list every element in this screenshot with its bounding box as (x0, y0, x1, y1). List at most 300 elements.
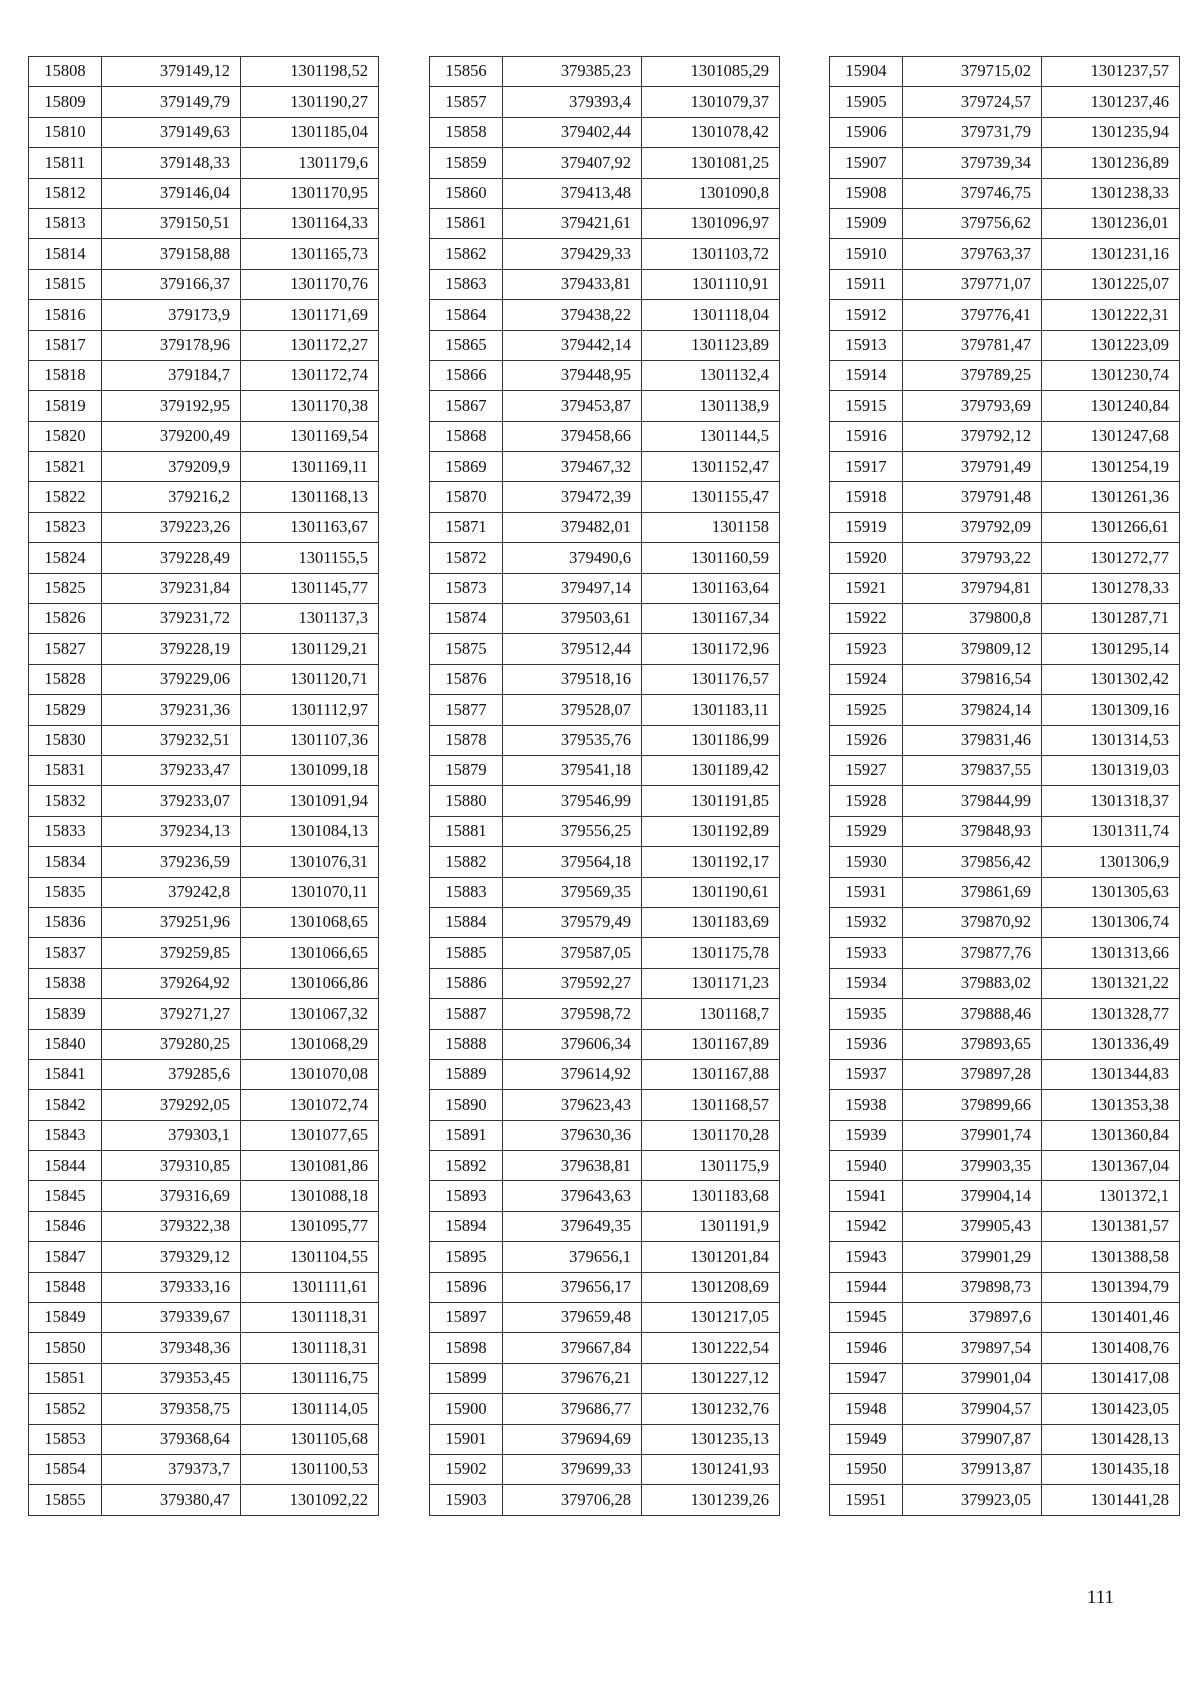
table-row (430, 634, 780, 664)
table-row (830, 482, 1180, 512)
point-number-cell: 15817 (29, 330, 102, 360)
table-row (830, 300, 1180, 330)
x-coordinate-cell: 379793,69 (903, 391, 1042, 421)
table-row (29, 847, 379, 877)
point-number-cell: 15831 (29, 755, 102, 785)
point-number-cell: 15855 (29, 1485, 102, 1515)
y-coordinate-cell: 1301078,42 (642, 117, 780, 147)
table-row (29, 300, 379, 330)
y-coordinate-cell: 1301428,13 (1042, 1424, 1180, 1454)
table-row (29, 57, 379, 87)
table-row (29, 1485, 379, 1515)
y-coordinate-cell: 1301081,25 (642, 148, 780, 178)
table-row (29, 1181, 379, 1211)
y-coordinate-cell: 1301344,83 (1042, 1059, 1180, 1089)
y-coordinate-cell: 1301079,37 (642, 87, 780, 117)
y-coordinate-cell: 1301068,29 (241, 1029, 379, 1059)
table-row (430, 1120, 780, 1150)
y-coordinate-cell: 1301129,21 (241, 634, 379, 664)
x-coordinate-cell: 379373,7 (102, 1454, 241, 1484)
table-row (430, 1363, 780, 1393)
y-coordinate-cell: 1301336,49 (1042, 1029, 1180, 1059)
x-coordinate-cell: 379482,01 (503, 512, 642, 542)
x-coordinate-cell: 379413,48 (503, 178, 642, 208)
table-row (430, 360, 780, 390)
y-coordinate-cell: 1301066,86 (241, 968, 379, 998)
coordinates-table-3 (829, 56, 1180, 1516)
point-number-cell: 15847 (29, 1242, 102, 1272)
table-row (29, 1363, 379, 1393)
point-number-cell: 15816 (29, 300, 102, 330)
x-coordinate-cell: 379442,14 (503, 330, 642, 360)
x-coordinate-cell: 379303,1 (102, 1120, 241, 1150)
point-number-cell: 15868 (430, 421, 503, 451)
y-coordinate-cell: 1301172,27 (241, 330, 379, 360)
point-number-cell: 15896 (430, 1272, 503, 1302)
table-row (430, 1242, 780, 1272)
x-coordinate-cell: 379776,41 (903, 300, 1042, 330)
table-row (830, 847, 1180, 877)
table-row (430, 1303, 780, 1333)
y-coordinate-cell: 1301070,08 (241, 1059, 379, 1089)
x-coordinate-cell: 379380,47 (102, 1485, 241, 1515)
table-row (29, 330, 379, 360)
y-coordinate-cell: 1301171,23 (642, 968, 780, 998)
point-number-cell: 15934 (830, 968, 903, 998)
table-row (830, 664, 1180, 694)
x-coordinate-cell: 379606,34 (503, 1029, 642, 1059)
y-coordinate-cell: 1301158 (642, 512, 780, 542)
table-row (430, 239, 780, 269)
point-number-cell: 15825 (29, 573, 102, 603)
x-coordinate-cell: 379883,02 (903, 968, 1042, 998)
table-row (29, 543, 379, 573)
x-coordinate-cell: 379173,9 (102, 300, 241, 330)
point-number-cell: 15813 (29, 208, 102, 238)
point-number-cell: 15823 (29, 512, 102, 542)
y-coordinate-cell: 1301164,33 (241, 208, 379, 238)
x-coordinate-cell: 379793,22 (903, 543, 1042, 573)
table-row (29, 999, 379, 1029)
point-number-cell: 15917 (830, 452, 903, 482)
table-row (29, 1059, 379, 1089)
x-coordinate-cell: 379229,06 (102, 664, 241, 694)
table-row (430, 755, 780, 785)
y-coordinate-cell: 1301070,11 (241, 877, 379, 907)
point-number-cell: 15848 (29, 1272, 102, 1302)
x-coordinate-cell: 379904,57 (903, 1394, 1042, 1424)
point-number-cell: 15899 (430, 1363, 503, 1393)
y-coordinate-cell: 1301171,69 (241, 300, 379, 330)
y-coordinate-cell: 1301381,57 (1042, 1211, 1180, 1241)
y-coordinate-cell: 1301190,61 (642, 877, 780, 907)
table-row (830, 695, 1180, 725)
x-coordinate-cell: 379794,81 (903, 573, 1042, 603)
table-row (830, 907, 1180, 937)
table-row (29, 573, 379, 603)
table-row (29, 1424, 379, 1454)
x-coordinate-cell: 379453,87 (503, 391, 642, 421)
x-coordinate-cell: 379393,4 (503, 87, 642, 117)
x-coordinate-cell: 379781,47 (903, 330, 1042, 360)
x-coordinate-cell: 379844,99 (903, 786, 1042, 816)
table-row (430, 725, 780, 755)
x-coordinate-cell: 379149,63 (102, 117, 241, 147)
point-number-cell: 15887 (430, 999, 503, 1029)
table-row (830, 725, 1180, 755)
y-coordinate-cell: 1301353,38 (1042, 1090, 1180, 1120)
x-coordinate-cell: 379467,32 (503, 452, 642, 482)
table-row (830, 330, 1180, 360)
y-coordinate-cell: 1301116,75 (241, 1363, 379, 1393)
point-number-cell: 15843 (29, 1120, 102, 1150)
x-coordinate-cell: 379216,2 (102, 482, 241, 512)
x-coordinate-cell: 379236,59 (102, 847, 241, 877)
y-coordinate-cell: 1301155,5 (241, 543, 379, 573)
point-number-cell: 15936 (830, 1029, 903, 1059)
point-number-cell: 15857 (430, 87, 503, 117)
y-coordinate-cell: 1301084,13 (241, 816, 379, 846)
x-coordinate-cell: 379322,38 (102, 1211, 241, 1241)
table-row (430, 300, 780, 330)
point-number-cell: 15942 (830, 1211, 903, 1241)
x-coordinate-cell: 379816,54 (903, 664, 1042, 694)
x-coordinate-cell: 379149,12 (102, 57, 241, 87)
table-row (29, 87, 379, 117)
x-coordinate-cell: 379231,36 (102, 695, 241, 725)
table-row (430, 1333, 780, 1363)
point-number-cell: 15918 (830, 482, 903, 512)
y-coordinate-cell: 1301100,53 (241, 1454, 379, 1484)
y-coordinate-cell: 1301183,11 (642, 695, 780, 725)
x-coordinate-cell: 379259,85 (102, 938, 241, 968)
y-coordinate-cell: 1301237,57 (1042, 57, 1180, 87)
point-number-cell: 15875 (430, 634, 503, 664)
table-row (430, 1211, 780, 1241)
x-coordinate-cell: 379353,45 (102, 1363, 241, 1393)
table-row (830, 816, 1180, 846)
x-coordinate-cell: 379656,17 (503, 1272, 642, 1302)
table-row (29, 1120, 379, 1150)
coordinates-table-2 (429, 56, 780, 1516)
x-coordinate-cell: 379856,42 (903, 847, 1042, 877)
point-number-cell: 15951 (830, 1485, 903, 1515)
x-coordinate-cell: 379899,66 (903, 1090, 1042, 1120)
table-row (430, 816, 780, 846)
table-row (430, 482, 780, 512)
x-coordinate-cell: 379228,19 (102, 634, 241, 664)
point-number-cell: 15943 (830, 1242, 903, 1272)
x-coordinate-cell: 379231,72 (102, 604, 241, 634)
table-row (430, 907, 780, 937)
y-coordinate-cell: 1301072,74 (241, 1090, 379, 1120)
table-row (29, 269, 379, 299)
point-number-cell: 15809 (29, 87, 102, 117)
y-coordinate-cell: 1301170,28 (642, 1120, 780, 1150)
x-coordinate-cell: 379905,43 (903, 1211, 1042, 1241)
point-number-cell: 15853 (29, 1424, 102, 1454)
x-coordinate-cell: 379913,87 (903, 1454, 1042, 1484)
table-row (830, 938, 1180, 968)
table-row (29, 452, 379, 482)
table-row (430, 573, 780, 603)
point-number-cell: 15890 (430, 1090, 503, 1120)
y-coordinate-cell: 1301239,26 (642, 1485, 780, 1515)
point-number-cell: 15844 (29, 1151, 102, 1181)
table-row (830, 1151, 1180, 1181)
x-coordinate-cell: 379824,14 (903, 695, 1042, 725)
point-number-cell: 15901 (430, 1424, 503, 1454)
x-coordinate-cell: 379739,34 (903, 148, 1042, 178)
x-coordinate-cell: 379809,12 (903, 634, 1042, 664)
table-row (430, 695, 780, 725)
y-coordinate-cell: 1301183,69 (642, 907, 780, 937)
x-coordinate-cell: 379472,39 (503, 482, 642, 512)
table-row (430, 87, 780, 117)
y-coordinate-cell: 1301287,71 (1042, 604, 1180, 634)
point-number-cell: 15871 (430, 512, 503, 542)
x-coordinate-cell: 379166,37 (102, 269, 241, 299)
y-coordinate-cell: 1301266,61 (1042, 512, 1180, 542)
y-coordinate-cell: 1301163,67 (241, 512, 379, 542)
point-number-cell: 15858 (430, 117, 503, 147)
x-coordinate-cell: 379448,95 (503, 360, 642, 390)
table-row (430, 1059, 780, 1089)
y-coordinate-cell: 1301237,46 (1042, 87, 1180, 117)
y-coordinate-cell: 1301235,13 (642, 1424, 780, 1454)
y-coordinate-cell: 1301231,16 (1042, 239, 1180, 269)
table-row (430, 330, 780, 360)
point-number-cell: 15821 (29, 452, 102, 482)
y-coordinate-cell: 1301394,79 (1042, 1272, 1180, 1302)
point-number-cell: 15898 (430, 1333, 503, 1363)
x-coordinate-cell: 379870,92 (903, 907, 1042, 937)
x-coordinate-cell: 379724,57 (903, 87, 1042, 117)
point-number-cell: 15839 (29, 999, 102, 1029)
y-coordinate-cell: 1301241,93 (642, 1454, 780, 1484)
y-coordinate-cell: 1301401,46 (1042, 1303, 1180, 1333)
x-coordinate-cell: 379348,36 (102, 1333, 241, 1363)
y-coordinate-cell: 1301328,77 (1042, 999, 1180, 1029)
table-row (830, 1272, 1180, 1302)
point-number-cell: 15864 (430, 300, 503, 330)
y-coordinate-cell: 1301091,94 (241, 786, 379, 816)
x-coordinate-cell: 379756,62 (903, 208, 1042, 238)
point-number-cell: 15930 (830, 847, 903, 877)
y-coordinate-cell: 1301095,77 (241, 1211, 379, 1241)
x-coordinate-cell: 379228,49 (102, 543, 241, 573)
y-coordinate-cell: 1301235,94 (1042, 117, 1180, 147)
x-coordinate-cell: 379903,35 (903, 1151, 1042, 1181)
table-row (29, 421, 379, 451)
table-row (830, 1394, 1180, 1424)
y-coordinate-cell: 1301179,6 (241, 148, 379, 178)
point-number-cell: 15923 (830, 634, 903, 664)
x-coordinate-cell: 379656,1 (503, 1242, 642, 1272)
table-row (830, 1333, 1180, 1363)
table-row (830, 786, 1180, 816)
table-row (830, 117, 1180, 147)
x-coordinate-cell: 379771,07 (903, 269, 1042, 299)
table-row (430, 117, 780, 147)
x-coordinate-cell: 379564,18 (503, 847, 642, 877)
x-coordinate-cell: 379643,63 (503, 1181, 642, 1211)
point-number-cell: 15907 (830, 148, 903, 178)
y-coordinate-cell: 1301388,58 (1042, 1242, 1180, 1272)
y-coordinate-cell: 1301305,63 (1042, 877, 1180, 907)
y-coordinate-cell: 1301138,9 (642, 391, 780, 421)
x-coordinate-cell: 379385,23 (503, 57, 642, 87)
table-row (830, 1303, 1180, 1333)
y-coordinate-cell: 1301103,72 (642, 239, 780, 269)
table-row (430, 452, 780, 482)
point-number-cell: 15827 (29, 634, 102, 664)
y-coordinate-cell: 1301118,31 (241, 1333, 379, 1363)
table-row (430, 57, 780, 87)
table-row (430, 1090, 780, 1120)
table-row (830, 573, 1180, 603)
table-row (29, 816, 379, 846)
y-coordinate-cell: 1301066,65 (241, 938, 379, 968)
point-number-cell: 15933 (830, 938, 903, 968)
y-coordinate-cell: 1301168,13 (241, 482, 379, 512)
y-coordinate-cell: 1301176,57 (642, 664, 780, 694)
x-coordinate-cell: 379407,92 (503, 148, 642, 178)
point-number-cell: 15835 (29, 877, 102, 907)
y-coordinate-cell: 1301232,76 (642, 1394, 780, 1424)
table-row (29, 877, 379, 907)
point-number-cell: 15889 (430, 1059, 503, 1089)
x-coordinate-cell: 379901,29 (903, 1242, 1042, 1272)
x-coordinate-cell: 379178,96 (102, 330, 241, 360)
table-row (29, 239, 379, 269)
x-coordinate-cell: 379184,7 (102, 360, 241, 390)
x-coordinate-cell: 379223,26 (102, 512, 241, 542)
x-coordinate-cell: 379623,43 (503, 1090, 642, 1120)
y-coordinate-cell: 1301423,05 (1042, 1394, 1180, 1424)
point-number-cell: 15893 (430, 1181, 503, 1211)
table-row (430, 391, 780, 421)
table-row (430, 847, 780, 877)
x-coordinate-cell: 379789,25 (903, 360, 1042, 390)
y-coordinate-cell: 1301435,18 (1042, 1454, 1180, 1484)
point-number-cell: 15854 (29, 1454, 102, 1484)
y-coordinate-cell: 1301118,04 (642, 300, 780, 330)
y-coordinate-cell: 1301272,77 (1042, 543, 1180, 573)
table-row (830, 178, 1180, 208)
y-coordinate-cell: 1301408,76 (1042, 1333, 1180, 1363)
y-coordinate-cell: 1301278,33 (1042, 573, 1180, 603)
point-number-cell: 15819 (29, 391, 102, 421)
table-row (830, 391, 1180, 421)
y-coordinate-cell: 1301111,61 (241, 1272, 379, 1302)
point-number-cell: 15947 (830, 1363, 903, 1393)
point-number-cell: 15881 (430, 816, 503, 846)
y-coordinate-cell: 1301217,05 (642, 1303, 780, 1333)
x-coordinate-cell: 379546,99 (503, 786, 642, 816)
point-number-cell: 15841 (29, 1059, 102, 1089)
y-coordinate-cell: 1301441,28 (1042, 1485, 1180, 1515)
x-coordinate-cell: 379150,51 (102, 208, 241, 238)
table-row (29, 604, 379, 634)
y-coordinate-cell: 1301168,57 (642, 1090, 780, 1120)
y-coordinate-cell: 1301191,85 (642, 786, 780, 816)
point-number-cell: 15822 (29, 482, 102, 512)
y-coordinate-cell: 1301360,84 (1042, 1120, 1180, 1150)
point-number-cell: 15820 (29, 421, 102, 451)
x-coordinate-cell: 379512,44 (503, 634, 642, 664)
table-row (29, 1242, 379, 1272)
x-coordinate-cell: 379861,69 (903, 877, 1042, 907)
table-row (830, 968, 1180, 998)
y-coordinate-cell: 1301238,33 (1042, 178, 1180, 208)
point-number-cell: 15834 (29, 847, 102, 877)
table-row (430, 938, 780, 968)
point-number-cell: 15842 (29, 1090, 102, 1120)
table-row (29, 1394, 379, 1424)
point-number-cell: 15885 (430, 938, 503, 968)
point-number-cell: 15830 (29, 725, 102, 755)
x-coordinate-cell: 379706,28 (503, 1485, 642, 1515)
point-number-cell: 15876 (430, 664, 503, 694)
point-number-cell: 15811 (29, 148, 102, 178)
x-coordinate-cell: 379368,64 (102, 1424, 241, 1454)
point-number-cell: 15832 (29, 786, 102, 816)
y-coordinate-cell: 1301169,54 (241, 421, 379, 451)
point-number-cell: 15852 (29, 1394, 102, 1424)
y-coordinate-cell: 1301186,99 (642, 725, 780, 755)
x-coordinate-cell: 379503,61 (503, 604, 642, 634)
point-number-cell: 15911 (830, 269, 903, 299)
y-coordinate-cell: 1301183,68 (642, 1181, 780, 1211)
y-coordinate-cell: 1301170,76 (241, 269, 379, 299)
y-coordinate-cell: 1301092,22 (241, 1485, 379, 1515)
y-coordinate-cell: 1301227,12 (642, 1363, 780, 1393)
x-coordinate-cell: 379791,49 (903, 452, 1042, 482)
point-number-cell: 15921 (830, 573, 903, 603)
table-row (430, 148, 780, 178)
point-number-cell: 15903 (430, 1485, 503, 1515)
point-number-cell: 15891 (430, 1120, 503, 1150)
x-coordinate-cell: 379897,6 (903, 1303, 1042, 1333)
point-number-cell: 15886 (430, 968, 503, 998)
point-number-cell: 15829 (29, 695, 102, 725)
table-row (830, 1029, 1180, 1059)
point-number-cell: 15838 (29, 968, 102, 998)
point-number-cell: 15935 (830, 999, 903, 1029)
table-row (430, 968, 780, 998)
x-coordinate-cell: 379659,48 (503, 1303, 642, 1333)
point-number-cell: 15851 (29, 1363, 102, 1393)
table-row (29, 725, 379, 755)
point-number-cell: 15915 (830, 391, 903, 421)
y-coordinate-cell: 1301172,96 (642, 634, 780, 664)
y-coordinate-cell: 1301309,16 (1042, 695, 1180, 725)
y-coordinate-cell: 1301104,55 (241, 1242, 379, 1272)
point-number-cell: 15880 (430, 786, 503, 816)
x-coordinate-cell: 379333,16 (102, 1272, 241, 1302)
point-number-cell: 15938 (830, 1090, 903, 1120)
x-coordinate-cell: 379831,46 (903, 725, 1042, 755)
table-row (29, 117, 379, 147)
point-number-cell: 15850 (29, 1333, 102, 1363)
point-number-cell: 15944 (830, 1272, 903, 1302)
point-number-cell: 15878 (430, 725, 503, 755)
point-number-cell: 15913 (830, 330, 903, 360)
x-coordinate-cell: 379746,75 (903, 178, 1042, 208)
point-number-cell: 15908 (830, 178, 903, 208)
point-number-cell: 15862 (430, 239, 503, 269)
